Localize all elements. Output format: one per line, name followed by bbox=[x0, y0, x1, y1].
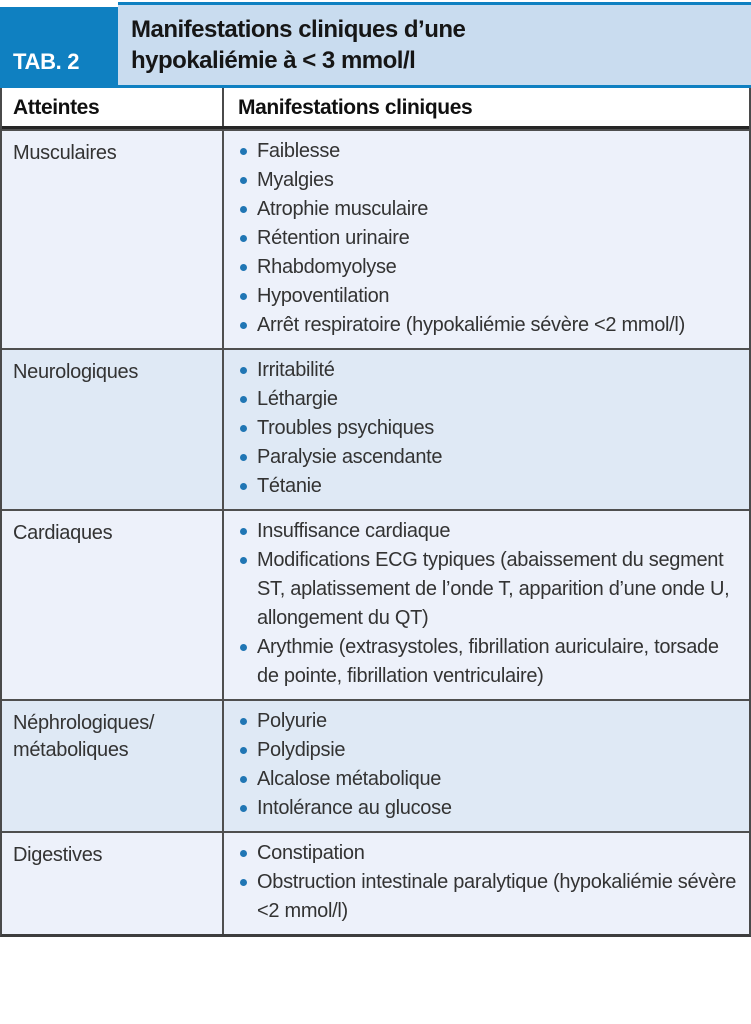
list-item bbox=[238, 385, 739, 414]
list-item bbox=[238, 546, 739, 633]
list-item bbox=[238, 253, 739, 282]
column-header-atteintes-cell bbox=[2, 88, 224, 126]
bullet-icon bbox=[240, 454, 247, 461]
bullet-icon bbox=[240, 235, 247, 242]
list-item bbox=[238, 195, 739, 224]
table-row-neurologiques bbox=[2, 348, 749, 509]
bullet-list bbox=[238, 517, 739, 691]
list-item-text: Léthargie bbox=[257, 388, 338, 410]
list-item-text: Paralysie ascendante bbox=[257, 446, 443, 468]
bullet-icon bbox=[240, 644, 247, 651]
row-manifestations bbox=[224, 833, 749, 934]
row-category: Digestives bbox=[2, 833, 224, 934]
bullet-list bbox=[238, 356, 739, 501]
list-item bbox=[238, 224, 739, 253]
row-category: Neurologiques bbox=[2, 350, 224, 509]
list-item bbox=[238, 839, 739, 868]
list-item-text: Alcalose métabolique bbox=[257, 768, 442, 790]
bullet-icon bbox=[240, 776, 247, 783]
column-header-row bbox=[2, 88, 749, 129]
list-item-text: Polyurie bbox=[257, 710, 327, 732]
list-item bbox=[238, 137, 739, 166]
row-category: Musculaires bbox=[2, 131, 224, 348]
table-row-nephrologiques-metaboliques bbox=[2, 699, 749, 831]
list-item bbox=[238, 707, 739, 736]
bullet-icon bbox=[240, 483, 247, 490]
list-item-text: Polydipsie bbox=[257, 739, 346, 761]
bullet-icon bbox=[240, 293, 247, 300]
table-number-badge bbox=[0, 7, 118, 88]
row-category: Cardiaques bbox=[2, 511, 224, 699]
list-item-text: Arrêt respiratoire (hypokaliémie sévère <2 mmol/l) bbox=[257, 314, 685, 336]
list-item-text: Myalgies bbox=[257, 169, 334, 191]
list-item bbox=[238, 311, 739, 340]
bullet-icon bbox=[240, 396, 247, 403]
list-item-text: Irritabilité bbox=[257, 359, 335, 381]
list-item bbox=[238, 443, 739, 472]
row-manifestations bbox=[224, 701, 749, 831]
list-item bbox=[238, 517, 739, 546]
bullet-icon bbox=[240, 148, 247, 155]
bullet-icon bbox=[240, 177, 247, 184]
table-row-musculaires bbox=[2, 129, 749, 348]
list-item bbox=[238, 356, 739, 385]
bullet-list bbox=[238, 839, 739, 926]
list-item-text: Rétention urinaire bbox=[257, 227, 410, 249]
row-manifestations bbox=[224, 511, 749, 699]
list-item-text: Insuffisance cardiaque bbox=[257, 520, 451, 542]
list-item-text: Faiblesse bbox=[257, 140, 340, 162]
table-title-band bbox=[118, 2, 751, 88]
list-item bbox=[238, 633, 739, 691]
list-item bbox=[238, 765, 739, 794]
list-item-text: Rhabdomyolyse bbox=[257, 256, 397, 278]
table-number-label: TAB. 2 bbox=[13, 49, 80, 74]
list-item bbox=[238, 282, 739, 311]
bullet-icon bbox=[240, 322, 247, 329]
clinical-table bbox=[0, 88, 751, 937]
bullet-icon bbox=[240, 747, 247, 754]
row-manifestations bbox=[224, 350, 749, 509]
list-item-text: Arythmie (extrasystoles, fibrillation auriculaire, torsade de pointe, fibrillation ventriculaire) bbox=[257, 636, 719, 687]
row-manifestations bbox=[224, 131, 749, 348]
list-item-text: Intolérance au glucose bbox=[257, 797, 452, 819]
list-item-text: Modifications ECG typiques (abaissement du segment ST, aplatissement de l’onde T, apparition d’une onde U, allongement du QT) bbox=[257, 549, 730, 629]
table-row-cardiaques bbox=[2, 509, 749, 699]
bullet-icon bbox=[240, 718, 247, 725]
bullet-icon bbox=[240, 528, 247, 535]
list-item-text: Obstruction intestinale paralytique (hypokaliémie sévère <2 mmol/l) bbox=[257, 871, 737, 922]
table-header-band bbox=[0, 0, 751, 88]
table-title-line-1: Manifestations cliniques d’une bbox=[131, 16, 466, 43]
list-item bbox=[238, 736, 739, 765]
table-row-digestives bbox=[2, 831, 749, 934]
list-item bbox=[238, 868, 739, 926]
table-title-line-2: hypokaliémie à < 3 mmol/l bbox=[131, 47, 416, 74]
bullet-icon bbox=[240, 850, 247, 857]
column-header-manifestations-cell bbox=[224, 88, 749, 126]
list-item-text: Tétanie bbox=[257, 475, 322, 497]
bullet-icon bbox=[240, 264, 247, 271]
list-item bbox=[238, 472, 739, 501]
column-header-atteintes: Atteintes bbox=[13, 96, 100, 119]
list-item-text: Constipation bbox=[257, 842, 365, 864]
bullet-icon bbox=[240, 557, 247, 564]
bullet-icon bbox=[240, 367, 247, 374]
list-item bbox=[238, 166, 739, 195]
bullet-icon bbox=[240, 206, 247, 213]
list-item-text: Hypoventilation bbox=[257, 285, 390, 307]
list-item-text: Atrophie musculaire bbox=[257, 198, 429, 220]
row-category: Néphrologiques/ métaboliques bbox=[2, 701, 224, 831]
bullet-icon bbox=[240, 425, 247, 432]
list-item-text: Troubles psychiques bbox=[257, 417, 434, 439]
list-item bbox=[238, 414, 739, 443]
column-header-manifestations: Manifestations cliniques bbox=[238, 96, 473, 119]
bullet-icon bbox=[240, 805, 247, 812]
bullet-icon bbox=[240, 879, 247, 886]
bullet-list bbox=[238, 707, 739, 823]
list-item bbox=[238, 794, 739, 823]
bullet-list bbox=[238, 137, 739, 340]
